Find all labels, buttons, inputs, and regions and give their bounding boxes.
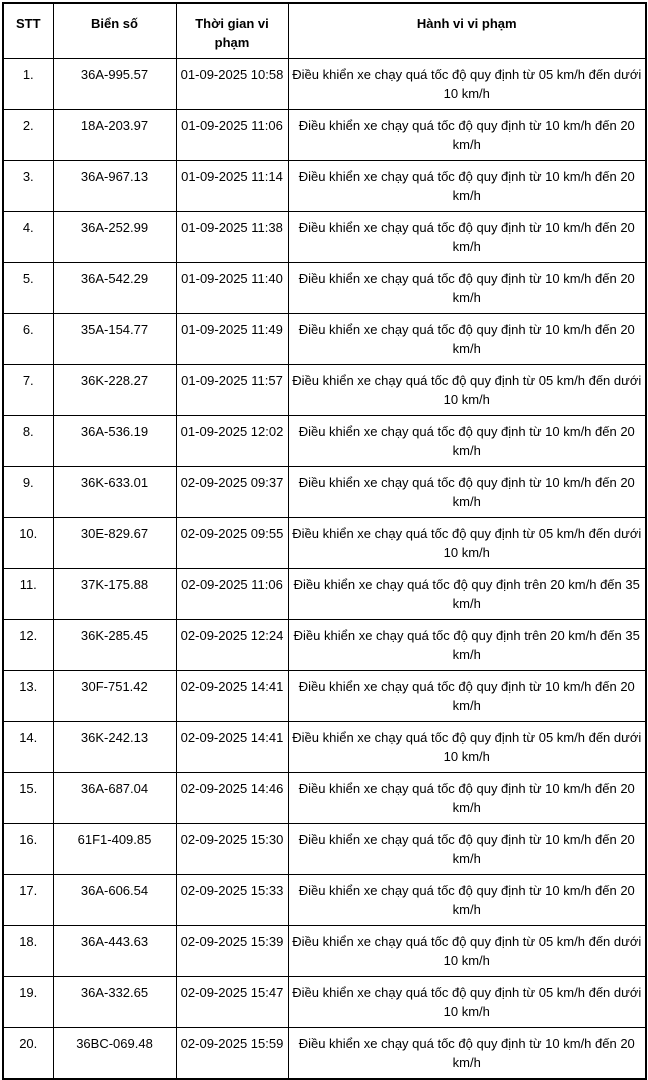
table-row <box>3 823 646 874</box>
license-plate-cell: 36A-443.63 <box>53 925 176 976</box>
column-header-thoi-gian: Thời gian vi phạm <box>176 3 288 58</box>
violation-time-cell: 01-09-2025 11:38 <box>176 211 288 262</box>
license-plate-cell: 36A-606.54 <box>53 874 176 925</box>
violation-time-cell: 01-09-2025 10:58 <box>176 58 288 109</box>
table-row <box>3 262 646 313</box>
table-row <box>3 925 646 976</box>
table-row <box>3 313 646 364</box>
license-plate-cell: 30F-751.42 <box>53 670 176 721</box>
license-plate-cell: 30E-829.67 <box>53 517 176 568</box>
violation-behavior-cell: Điều khiển xe chạy quá tốc độ quy định từ 05 km/h đến dưới 10 km/h <box>288 976 646 1027</box>
table-header-row <box>3 3 646 58</box>
row-index-cell: 11. <box>3 568 53 619</box>
row-index-cell: 3. <box>3 160 53 211</box>
row-index-cell: 4. <box>3 211 53 262</box>
table-row <box>3 721 646 772</box>
violation-time-cell: 02-09-2025 11:06 <box>176 568 288 619</box>
license-plate-cell: 37K-175.88 <box>53 568 176 619</box>
row-index-cell: 17. <box>3 874 53 925</box>
row-index-cell: 18. <box>3 925 53 976</box>
violation-time-cell: 01-09-2025 11:49 <box>176 313 288 364</box>
violation-behavior-cell: Điều khiển xe chạy quá tốc độ quy định từ 10 km/h đến 20 km/h <box>288 415 646 466</box>
violation-time-cell: 02-09-2025 15:33 <box>176 874 288 925</box>
violation-time-cell: 01-09-2025 11:14 <box>176 160 288 211</box>
violation-behavior-cell: Điều khiển xe chạy quá tốc độ quy định từ 10 km/h đến 20 km/h <box>288 670 646 721</box>
column-header-stt: STT <box>3 3 53 58</box>
violation-time-cell: 01-09-2025 12:02 <box>176 415 288 466</box>
column-header-hanh-vi: Hành vi vi phạm <box>288 3 646 58</box>
table-row <box>3 364 646 415</box>
row-index-cell: 14. <box>3 721 53 772</box>
row-index-cell: 9. <box>3 466 53 517</box>
row-index-cell: 12. <box>3 619 53 670</box>
violation-time-cell: 01-09-2025 11:06 <box>176 109 288 160</box>
violation-behavior-cell: Điều khiển xe chạy quá tốc độ quy định từ 10 km/h đến 20 km/h <box>288 466 646 517</box>
table-row <box>3 466 646 517</box>
violation-behavior-cell: Điều khiển xe chạy quá tốc độ quy định từ 10 km/h đến 20 km/h <box>288 1027 646 1079</box>
violation-behavior-cell: Điều khiển xe chạy quá tốc độ quy định trên 20 km/h đến 35 km/h <box>288 619 646 670</box>
row-index-cell: 8. <box>3 415 53 466</box>
row-index-cell: 10. <box>3 517 53 568</box>
license-plate-cell: 36A-252.99 <box>53 211 176 262</box>
license-plate-cell: 61F1-409.85 <box>53 823 176 874</box>
row-index-cell: 20. <box>3 1027 53 1079</box>
violation-time-cell: 02-09-2025 14:41 <box>176 670 288 721</box>
table-row <box>3 670 646 721</box>
violation-behavior-cell: Điều khiển xe chạy quá tốc độ quy định từ 10 km/h đến 20 km/h <box>288 313 646 364</box>
row-index-cell: 1. <box>3 58 53 109</box>
table-row <box>3 517 646 568</box>
row-index-cell: 7. <box>3 364 53 415</box>
violation-behavior-cell: Điều khiển xe chạy quá tốc độ quy định trên 20 km/h đến 35 km/h <box>288 568 646 619</box>
violation-behavior-cell: Điều khiển xe chạy quá tốc độ quy định từ 10 km/h đến 20 km/h <box>288 160 646 211</box>
row-index-cell: 5. <box>3 262 53 313</box>
license-plate-cell: 36A-687.04 <box>53 772 176 823</box>
violation-time-cell: 02-09-2025 15:59 <box>176 1027 288 1079</box>
row-index-cell: 15. <box>3 772 53 823</box>
license-plate-cell: 36K-228.27 <box>53 364 176 415</box>
row-index-cell: 2. <box>3 109 53 160</box>
license-plate-cell: 36K-285.45 <box>53 619 176 670</box>
violation-time-cell: 02-09-2025 15:30 <box>176 823 288 874</box>
table-row <box>3 58 646 109</box>
violation-behavior-cell: Điều khiển xe chạy quá tốc độ quy định từ 10 km/h đến 20 km/h <box>288 874 646 925</box>
violation-time-cell: 02-09-2025 09:37 <box>176 466 288 517</box>
license-plate-cell: 35A-154.77 <box>53 313 176 364</box>
violation-behavior-cell: Điều khiển xe chạy quá tốc độ quy định từ 10 km/h đến 20 km/h <box>288 262 646 313</box>
violation-time-cell: 02-09-2025 14:46 <box>176 772 288 823</box>
table-row <box>3 415 646 466</box>
table-row <box>3 619 646 670</box>
violation-behavior-cell: Điều khiển xe chạy quá tốc độ quy định từ 10 km/h đến 20 km/h <box>288 211 646 262</box>
table-row <box>3 211 646 262</box>
row-index-cell: 16. <box>3 823 53 874</box>
violation-behavior-cell: Điều khiển xe chạy quá tốc độ quy định từ 10 km/h đến 20 km/h <box>288 772 646 823</box>
table-row <box>3 160 646 211</box>
violation-behavior-cell: Điều khiển xe chạy quá tốc độ quy định từ 05 km/h đến dưới 10 km/h <box>288 58 646 109</box>
violation-time-cell: 01-09-2025 11:40 <box>176 262 288 313</box>
table-row <box>3 976 646 1027</box>
violation-time-cell: 02-09-2025 15:47 <box>176 976 288 1027</box>
license-plate-cell: 36A-536.19 <box>53 415 176 466</box>
row-index-cell: 19. <box>3 976 53 1027</box>
violation-behavior-cell: Điều khiển xe chạy quá tốc độ quy định từ 05 km/h đến dưới 10 km/h <box>288 925 646 976</box>
violation-behavior-cell: Điều khiển xe chạy quá tốc độ quy định từ 05 km/h đến dưới 10 km/h <box>288 364 646 415</box>
row-index-cell: 6. <box>3 313 53 364</box>
table-body <box>3 58 646 1079</box>
violation-time-cell: 02-09-2025 12:24 <box>176 619 288 670</box>
violations-table <box>2 2 647 1080</box>
license-plate-cell: 36K-242.13 <box>53 721 176 772</box>
license-plate-cell: 36A-542.29 <box>53 262 176 313</box>
violation-time-cell: 02-09-2025 09:55 <box>176 517 288 568</box>
table-row <box>3 772 646 823</box>
violation-behavior-cell: Điều khiển xe chạy quá tốc độ quy định từ 10 km/h đến 20 km/h <box>288 823 646 874</box>
license-plate-cell: 36A-995.57 <box>53 58 176 109</box>
license-plate-cell: 18A-203.97 <box>53 109 176 160</box>
violation-behavior-cell: Điều khiển xe chạy quá tốc độ quy định từ 05 km/h đến dưới 10 km/h <box>288 517 646 568</box>
violation-time-cell: 01-09-2025 11:57 <box>176 364 288 415</box>
table-row <box>3 109 646 160</box>
violation-time-cell: 02-09-2025 14:41 <box>176 721 288 772</box>
license-plate-cell: 36K-633.01 <box>53 466 176 517</box>
table-row <box>3 1027 646 1079</box>
table-row <box>3 568 646 619</box>
violation-behavior-cell: Điều khiển xe chạy quá tốc độ quy định từ 05 km/h đến dưới 10 km/h <box>288 721 646 772</box>
row-index-cell: 13. <box>3 670 53 721</box>
license-plate-cell: 36A-967.13 <box>53 160 176 211</box>
violation-time-cell: 02-09-2025 15:39 <box>176 925 288 976</box>
column-header-bien-so: Biển số <box>53 3 176 58</box>
license-plate-cell: 36BC-069.48 <box>53 1027 176 1079</box>
violation-behavior-cell: Điều khiển xe chạy quá tốc độ quy định từ 10 km/h đến 20 km/h <box>288 109 646 160</box>
license-plate-cell: 36A-332.65 <box>53 976 176 1027</box>
